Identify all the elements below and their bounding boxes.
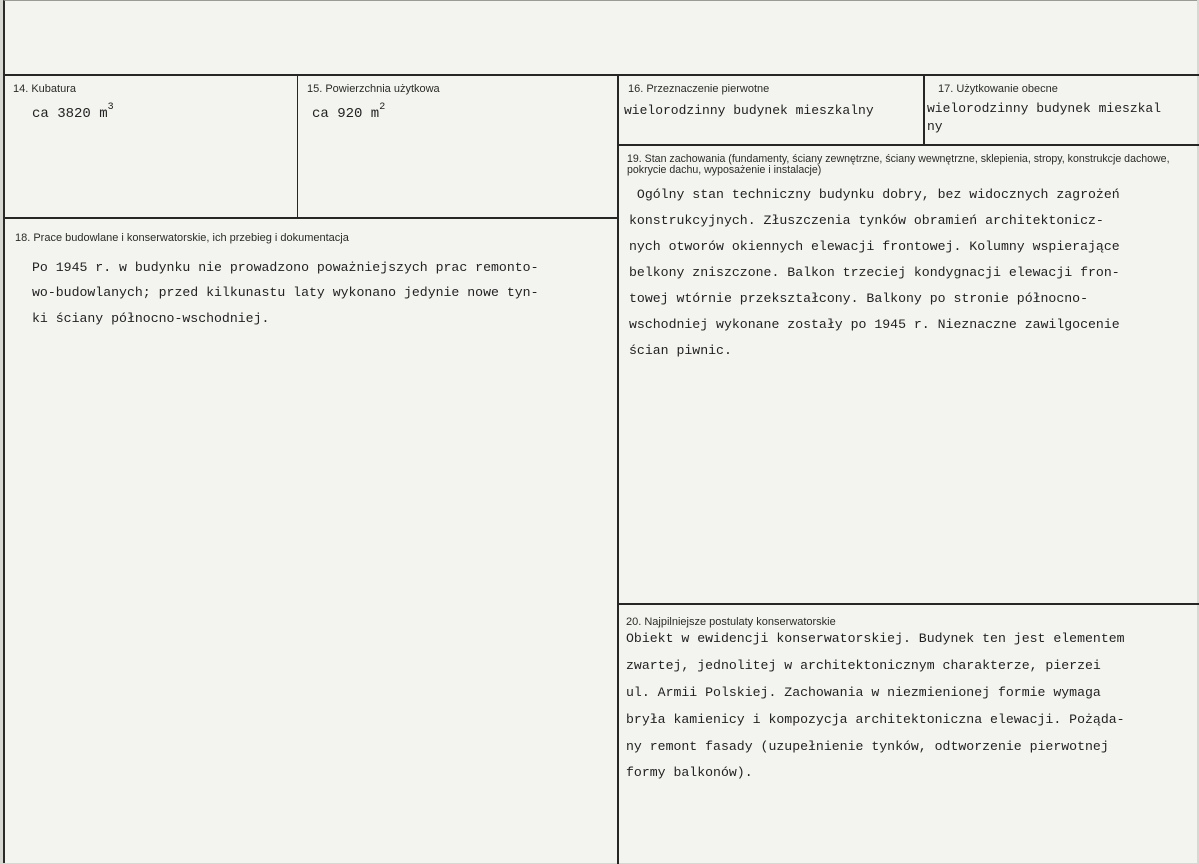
field-19-label: 19. Stan zachowania (fundamenty, ściany zewnętrzne, ściany wewnętrzne, sklepienia, stropy, konstrukcje dachowe, pokrycie dachu, wyposażenie i instalacje) [627, 153, 1170, 176]
top-rule [5, 74, 1199, 76]
field-14-label: 14. Kubatura [13, 83, 76, 95]
field-17-label: 17. Użytkowanie obecne [938, 83, 1058, 95]
divider-14-15 [297, 74, 298, 218]
field-14-value-text: ca 3820 m [32, 106, 108, 122]
field-15-unit-exponent: 2 [379, 102, 386, 113]
field-16-value: wielorodzinny budynek mieszkalny [624, 103, 874, 118]
field-15-value [312, 102, 386, 122]
field-15-label: 15. Powierzchnia użytkowa [307, 83, 440, 95]
divider-main [617, 74, 619, 864]
field-15-value-text: ca 920 m [312, 106, 380, 122]
divider-16-17 [923, 74, 925, 145]
record-card: 14. Kubatura ca 3820 $m^3$ 15. Powierzchnia użytkowa ca 920 $m^2$ 16. Przeznaczenie pierwotne wielorodzinny budynek mieszkalny 17. Użytkowanie obecne wielorodzinny budynek mieszkal ny 19. Stan zachowania (fundamenty, ściany zewnętrzne, ściany wewnętrzne, sklepienia, stropy, konstrukcje dachowe, pokrycie dachu, wyposażenie i instalacje) Ogólny stan techniczny budynku dobry, bez widocznych zagrożeń konstrukcyjnych. Złuszczenia tynków obramień architektonicz- nych otworów okiennych elewacji frontowej. Kolumny wspierające belkony zniszczone. Balkon trzeciej kondygnacji elewacji fron- towej wtórnie przekształcony. Balkony po stronie północno- wschodniej wykonane zostały po 1945 r. Nieznaczne zawilgocenie ścian piwnic. 18. Prace budowlane i konserwatorskie, ich przebieg i dokumentacja Po 1945 r. w budynku nie prowadzono poważniejszych prac remonto- wo-budowlanych; przed kilkunastu laty wykonano jedynie nowe tyn- ki ściany północno-wschodniej. 20. Najpilniejsze postulaty konserwatorskie Obiekt w ewidencji konserwatorskiej. Budynek ten jest elementem zwartej, jednolitej w architektonicznym charakterze, pierzei ul. Armii Polskiej. Zachowania w niezmienionej formie wymaga bryła kamienicy i kompozycja architektoniczna elewacji. Pożąda- ny remont fasady (uzupełnienie tynków, odtworzenie pierwotnej formy balkonów). [3, 0, 1197, 863]
field-14-value [32, 102, 114, 122]
rule-above-20 [617, 603, 1199, 605]
field-20-label: 20. Najpilniejsze postulaty konserwatorskie [626, 616, 836, 628]
field-18-label: 18. Prace budowlane i konserwatorskie, ich przebieg i dokumentacja [15, 232, 349, 244]
field-14-unit-exponent: 3 [107, 102, 114, 113]
rule-under-16-17 [617, 144, 1199, 146]
field-16-label: 16. Przeznaczenie pierwotne [628, 83, 770, 95]
rule-above-18 [5, 217, 619, 219]
